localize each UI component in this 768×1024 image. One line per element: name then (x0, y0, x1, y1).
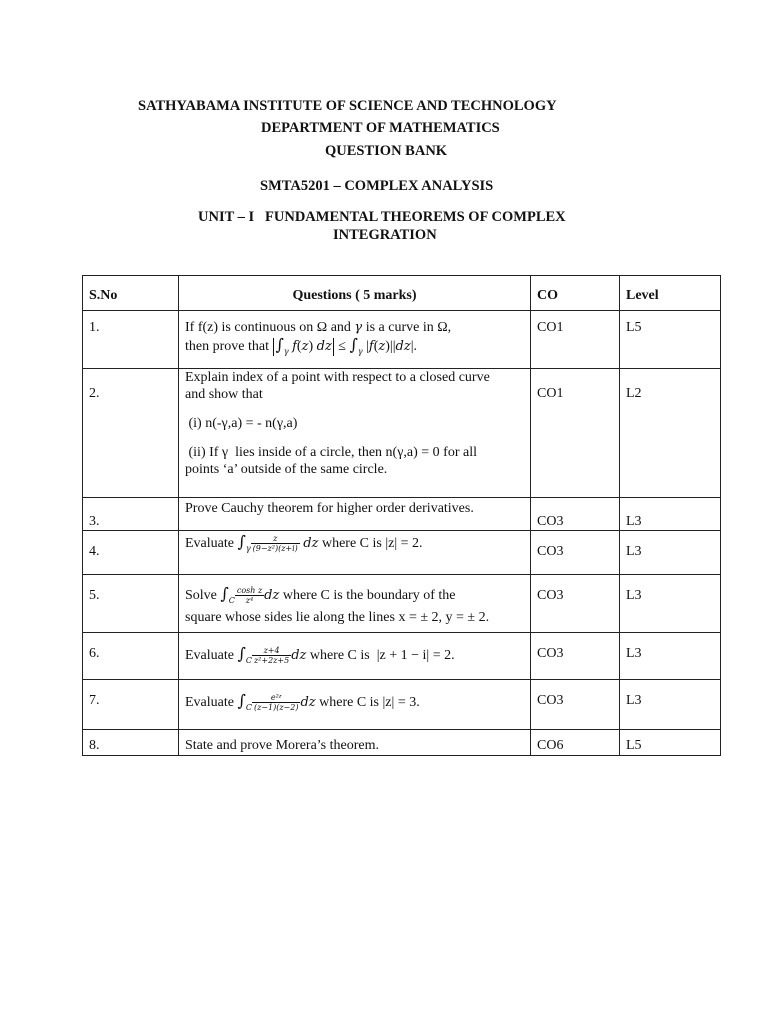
q-text: Explain index of a point with respect to a closed curve (185, 370, 490, 385)
row-sno: 3. (83, 498, 179, 531)
row-question: Solve $\int_C$ $\frac{\text{cosh z}}{\text{z⁴}}$ dz where C is the boundary of the square whose sides lie along the lines x = ± 2, y = ± 2. (179, 575, 531, 633)
unit-title-line2: INTEGRATION (333, 227, 437, 243)
q-text: is a curve in Ω, (362, 320, 452, 335)
row-sno: 4. (83, 531, 179, 575)
row-co: CO3 (531, 575, 620, 633)
table-row (83, 680, 721, 730)
q-text: points ‘a’ outside of the same circle. (185, 462, 388, 477)
q-text: Evaluate (185, 536, 238, 551)
row-sno: 6. (83, 633, 179, 680)
row-question: Evaluate $\int_C$ $\frac{\text{e²ᶻ}}{(z-1)(z-2)}$ dz where C is |z| = 3. (179, 680, 531, 730)
row-sno: 5. (83, 575, 179, 633)
row-level: L5 (620, 730, 721, 756)
inequality-formula: $\int_\gamma$ f(z) dz ≤ $\int_\gamma$ |f(z)||dz|. (275, 335, 418, 356)
col-header-level: Level (620, 276, 721, 311)
q-text: then prove that (185, 339, 273, 354)
table-row (83, 369, 721, 498)
row-level: L3 (620, 498, 721, 531)
table-row (83, 531, 721, 575)
row-question: State and prove Morera’s theorem. (179, 730, 531, 756)
row-sno: 2. (83, 369, 179, 498)
col-header-co: CO (531, 276, 620, 311)
fraction: $\frac{\text{e²ᶻ}}{(z-1)(z-2)}$ (253, 693, 299, 713)
row-question: Prove Cauchy theorem for higher order derivatives. (179, 498, 531, 531)
row-co: CO1 (531, 369, 620, 498)
row-sno: 7. (83, 680, 179, 730)
row-level: L3 (620, 531, 721, 575)
row-co: CO3 (531, 498, 620, 531)
row-level: L3 (620, 575, 721, 633)
unit-title-line1: UNIT – I FUNDAMENTAL THEOREMS OF COMPLEX (198, 209, 566, 225)
q-text: square whose sides lie along the lines x = ± 2, y = ± 2. (185, 610, 490, 625)
row-level: L3 (620, 680, 721, 730)
fraction: $\frac{z}{\text{(9−z²)(z+i)}}$ (252, 534, 298, 554)
q-text: (i) n(-γ,a) = - n(γ,a) (185, 416, 298, 431)
q-text: where C is |z| = 2. (318, 536, 423, 551)
row-question: Evaluate $\int_C$ $\frac{z+4}{\text{z²+2z+5}}$ dz where C is |z + 1 − i| = 2. (179, 633, 531, 680)
row-sno: 8. (83, 730, 179, 756)
row-question (179, 311, 531, 369)
row-co: CO1 (531, 311, 620, 369)
row-question (179, 369, 531, 498)
department-title: DEPARTMENT OF MATHEMATICS (261, 120, 500, 136)
table-row (83, 575, 721, 633)
row-co: CO3 (531, 680, 620, 730)
q-text: (ii) If γ lies inside of a circle, then n(γ,a) = 0 for all (185, 445, 477, 460)
col-header-sno: S.No (83, 276, 179, 311)
row-level: L5 (620, 311, 721, 369)
q-text: and show that (185, 387, 263, 402)
table-row (83, 730, 721, 756)
table-row (83, 498, 721, 531)
course-title: SMTA5201 – COMPLEX ANALYSIS (260, 178, 494, 194)
q-text: where C is the boundary of the (279, 588, 456, 603)
institute-title: SATHYABAMA INSTITUTE OF SCIENCE AND TECHNOLOGY (138, 98, 557, 114)
fraction: $\frac{\text{cosh z}}{\text{z⁴}}$ (236, 586, 263, 606)
row-sno: 1. (83, 311, 179, 369)
col-header-questions: Questions ( 5 marks) (179, 276, 531, 311)
table-row (83, 311, 721, 369)
row-co: CO3 (531, 633, 620, 680)
q-text: where C is |z + 1 − i| = 2. (306, 648, 455, 663)
q-text: Solve (185, 588, 221, 603)
q-text: where C is |z| = 3. (315, 695, 420, 710)
row-co: CO3 (531, 531, 620, 575)
row-question: Evaluate $\int_\gamma$ $\frac{z}{\text{(9−z²)(z+i)}}$ dz where C is |z| = 2. (179, 531, 531, 575)
fraction: $\frac{z+4}{\text{z²+2z+5}}$ (253, 646, 290, 666)
question-table (82, 275, 721, 756)
question-bank-title: QUESTION BANK (325, 143, 448, 159)
row-co: CO6 (531, 730, 620, 756)
q-text: Evaluate (185, 695, 238, 710)
row-level: L2 (620, 369, 721, 498)
gamma-symbol: γ (354, 320, 363, 335)
q-text: If f(z) is continuous on Ω and (185, 320, 355, 335)
row-level: L3 (620, 633, 721, 680)
table-header-row (83, 276, 721, 311)
table-row (83, 633, 721, 680)
q-text: Evaluate (185, 648, 238, 663)
